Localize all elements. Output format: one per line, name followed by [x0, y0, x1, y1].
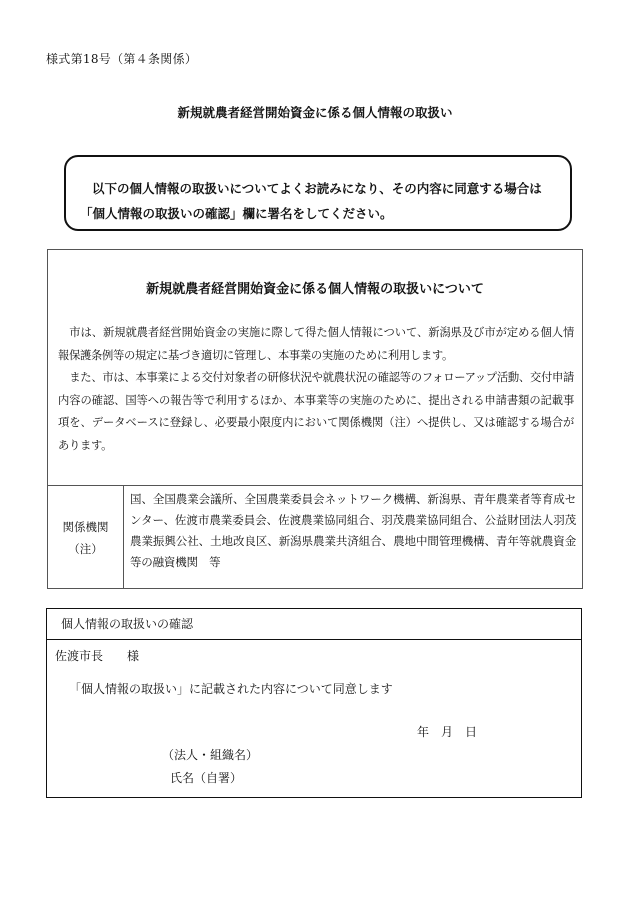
consent-statement: 「個人情報の取扱い」に記載された内容について同意します — [69, 682, 393, 696]
addressee: 佐渡市長 様 — [55, 649, 140, 663]
organization-name-field[interactable]: （法人・組織名） — [162, 748, 259, 762]
privacy-paragraph-1: 市は、新規就農者経営開始資金の実施に際して得た個人情報について、新潟県及び市が定める個人情報保護条例等の規定に基づき適切に管理し、本事業の実施のために利用します。 — [58, 326, 574, 362]
notice-box — [64, 155, 572, 231]
privacy-info-title: 新規就農者経営開始資金に係る個人情報の取扱いについて — [146, 282, 484, 297]
privacy-paragraph-2: また、市は、本事業による交付対象者の研修状況や就農状況の確認等のフォローアップ活動、交付申請内容の確認、国等への報告等で利用するほか、本事業等の実施のために、提出される申請書類の記載事項を、データベースに登録し、必要最小限度内において関係機関（注）へ提供し、又は確認する場合があります。 — [58, 371, 574, 452]
signature-field[interactable]: 氏名（自署） — [170, 771, 243, 785]
page-title: 新規就農者経営開始資金に係る個人情報の取扱い — [177, 105, 453, 120]
consent-confirmation-section — [46, 608, 582, 798]
form-number: 様式第18号（第４条関係） — [46, 52, 198, 66]
related-organizations-row — [48, 485, 582, 588]
consent-heading: 個人情報の取扱いの確認 — [47, 609, 581, 640]
related-organizations-label-note: （注） — [68, 542, 103, 556]
privacy-info-body — [58, 322, 574, 457]
related-organizations-label — [48, 486, 124, 588]
related-organizations-list: 国、全国農業会議所、全国農業委員会ネットワーク機構、新潟県、青年農業者等育成センター、佐渡市農業委員会、佐渡農業協同組合、羽茂農業協同組合、公益財団法人羽茂農業振興公社、土地改良区、新潟県農業共済組合、農地中間管理機構、青年等就農資金等の融資機関 等 — [130, 492, 576, 569]
related-organizations-label-main: 関係機関 — [62, 520, 109, 534]
date-field[interactable]: 年 月 日 — [417, 725, 478, 739]
privacy-info-section — [47, 249, 583, 589]
notice-text: 以下の個人情報の取扱いについてよくお読みになり、その内容に同意する場合は「個人情報の取扱いの確認」欄に署名をしてください。 — [80, 181, 542, 221]
